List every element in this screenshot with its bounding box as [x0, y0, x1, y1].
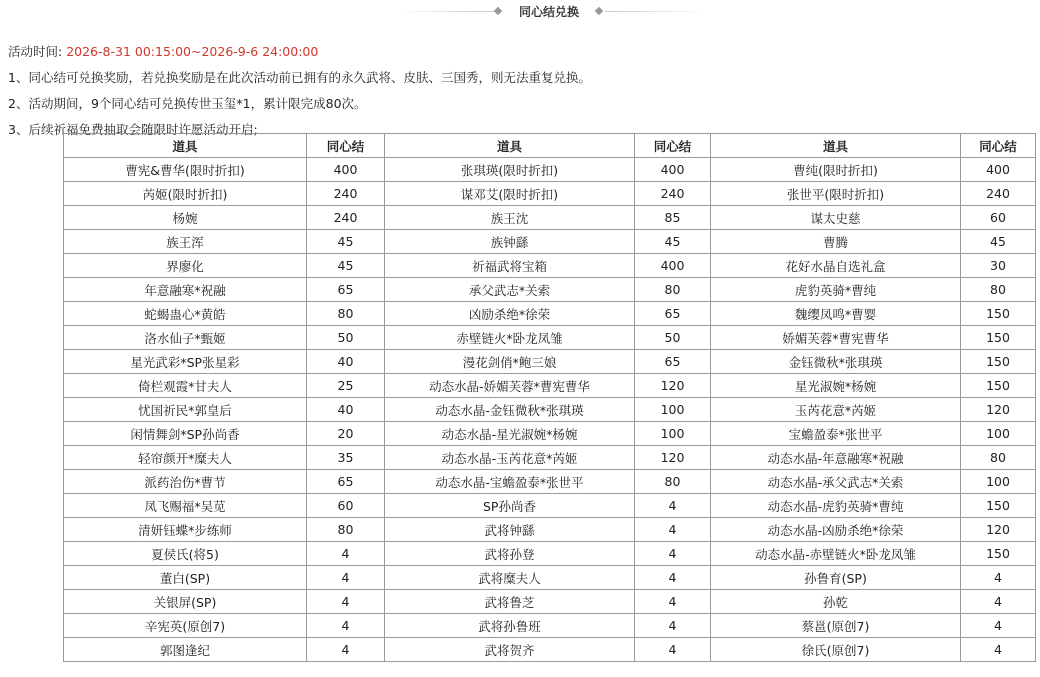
item-name-cell: 祈福武将宝箱: [385, 254, 635, 278]
item-cost-cell: 4: [635, 518, 711, 542]
item-cost-cell: 100: [635, 398, 711, 422]
item-cost-cell: 4: [961, 614, 1036, 638]
event-time: [8, 42, 1028, 68]
item-cost-cell: 80: [635, 278, 711, 302]
item-cost-cell: 100: [961, 422, 1036, 446]
item-name-cell: 年意融寒*祝融: [64, 278, 307, 302]
item-name-cell: 关银屏(SP): [64, 590, 307, 614]
item-cost-cell: 4: [307, 590, 385, 614]
item-name-cell: 武将孙登: [385, 542, 635, 566]
item-cost-cell: 150: [961, 494, 1036, 518]
item-cost-cell: 4: [307, 614, 385, 638]
item-name-cell: 星光武彩*SP张星彩: [64, 350, 307, 374]
item-cost-cell: 25: [307, 374, 385, 398]
table-row: [64, 350, 1036, 374]
item-name-cell: 动态水晶-娇媚芙蓉*曹宪曹华: [385, 374, 635, 398]
item-name-cell: 金钰微秋*张琪瑛: [711, 350, 961, 374]
item-name-cell: 动态水晶-金钰微秋*张琪瑛: [385, 398, 635, 422]
item-cost-cell: 40: [307, 350, 385, 374]
item-name-cell: 动态水晶-凶励杀绝*徐荣: [711, 518, 961, 542]
diamond-icon: [595, 7, 603, 15]
table-row: [64, 590, 1036, 614]
item-name-cell: 谋邓艾(限时折扣): [385, 182, 635, 206]
item-name-cell: 星光淑婉*杨婉: [711, 374, 961, 398]
item-cost-cell: 45: [307, 230, 385, 254]
item-name-cell: 魏缨凤鸣*曹婴: [711, 302, 961, 326]
item-cost-cell: 4: [961, 590, 1036, 614]
item-cost-cell: 65: [307, 470, 385, 494]
item-cost-cell: 120: [635, 446, 711, 470]
table-row: [64, 302, 1036, 326]
item-cost-cell: 80: [635, 470, 711, 494]
item-cost-cell: 400: [961, 158, 1036, 182]
item-cost-cell: 4: [635, 614, 711, 638]
item-name-cell: SP孙尚香: [385, 494, 635, 518]
item-name-cell: 曹腾: [711, 230, 961, 254]
rule-line: 3、后续祈福免费抽取会随限时许愿活动开启;: [8, 122, 258, 137]
item-cost-cell: 60: [961, 206, 1036, 230]
table-body: [64, 158, 1036, 662]
item-name-cell: 曹宪&曹华(限时折扣): [64, 158, 307, 182]
item-name-cell: 芮姬(限时折扣): [64, 182, 307, 206]
item-cost-cell: 4: [635, 566, 711, 590]
table-row: [64, 278, 1036, 302]
item-name-cell: 动态水晶-承父武志*关索: [711, 470, 961, 494]
item-cost-cell: 85: [635, 206, 711, 230]
event-time-value: 2026-8-31 00:15:00~2026-9-6 24:00:00: [66, 44, 319, 59]
item-name-cell: 徐氏(原创7): [711, 638, 961, 662]
item-name-cell: 虎豹英骑*曹纯: [711, 278, 961, 302]
item-name-cell: 忧国祈民*郭皇后: [64, 398, 307, 422]
item-name-cell: 动态水晶-赤壁链火*卧龙凤雏: [711, 542, 961, 566]
item-name-cell: 武将钟繇: [385, 518, 635, 542]
column-header-cost: 同心结: [635, 134, 711, 158]
item-cost-cell: 150: [961, 374, 1036, 398]
table-header-row: [64, 134, 1036, 158]
item-cost-cell: 4: [307, 566, 385, 590]
item-name-cell: 动态水晶-玉芮花意*芮姬: [385, 446, 635, 470]
item-name-cell: 赤壁链火*卧龙凤雏: [385, 326, 635, 350]
header-divider-right: [605, 11, 705, 12]
item-cost-cell: 45: [307, 254, 385, 278]
item-cost-cell: 4: [961, 638, 1036, 662]
item-name-cell: 动态水晶-虎豹英骑*曹纯: [711, 494, 961, 518]
item-name-cell: 轻帘颜开*糜夫人: [64, 446, 307, 470]
column-header-item: 道具: [64, 134, 307, 158]
item-name-cell: 玉芮花意*芮姬: [711, 398, 961, 422]
item-cost-cell: 60: [307, 494, 385, 518]
item-name-cell: 郭图逢纪: [64, 638, 307, 662]
item-name-cell: 曹纯(限时折扣): [711, 158, 961, 182]
item-name-cell: 凶励杀绝*徐荣: [385, 302, 635, 326]
item-name-cell: 派药治伤*曹节: [64, 470, 307, 494]
item-cost-cell: 65: [307, 278, 385, 302]
item-cost-cell: 65: [635, 350, 711, 374]
item-name-cell: 杨婉: [64, 206, 307, 230]
column-header-cost: 同心结: [307, 134, 385, 158]
table-row: [64, 518, 1036, 542]
item-name-cell: 谋太史慈: [711, 206, 961, 230]
table-row: [64, 422, 1036, 446]
table-row: [64, 494, 1036, 518]
item-name-cell: 闲情舞剑*SP孙尚香: [64, 422, 307, 446]
header-divider-left: [395, 11, 495, 12]
table-row: [64, 542, 1036, 566]
rule-line: 1、同心结可兑换奖励，若兑换奖励是在此次活动前已拥有的永久武将、皮肤、三国秀，则无法重复兑换。: [8, 70, 591, 85]
page-title: 同心结兑换: [518, 5, 579, 19]
item-name-cell: 族王沈: [385, 206, 635, 230]
event-info: [8, 42, 1028, 146]
item-cost-cell: 4: [635, 590, 711, 614]
item-cost-cell: 65: [635, 302, 711, 326]
item-cost-cell: 240: [961, 182, 1036, 206]
table-row: [64, 254, 1036, 278]
item-name-cell: 界廖化: [64, 254, 307, 278]
table-row: [64, 470, 1036, 494]
item-cost-cell: 4: [307, 542, 385, 566]
item-cost-cell: 30: [961, 254, 1036, 278]
item-name-cell: 孙乾: [711, 590, 961, 614]
item-cost-cell: 80: [307, 302, 385, 326]
item-name-cell: 漫花剑俏*鲍三娘: [385, 350, 635, 374]
item-cost-cell: 50: [635, 326, 711, 350]
item-name-cell: 花好水晶自选礼盒: [711, 254, 961, 278]
item-name-cell: 族王浑: [64, 230, 307, 254]
item-cost-cell: 240: [635, 182, 711, 206]
table-row: [64, 326, 1036, 350]
item-cost-cell: 400: [635, 254, 711, 278]
table-row: [64, 230, 1036, 254]
table-row: [64, 614, 1036, 638]
item-cost-cell: 4: [635, 638, 711, 662]
item-name-cell: 蔡邕(原创7): [711, 614, 961, 638]
item-cost-cell: 120: [961, 518, 1036, 542]
item-cost-cell: 400: [635, 158, 711, 182]
column-header-item: 道具: [385, 134, 635, 158]
item-name-cell: 族钟繇: [385, 230, 635, 254]
exchange-table: [63, 133, 1036, 662]
item-cost-cell: 120: [961, 398, 1036, 422]
item-cost-cell: 4: [307, 638, 385, 662]
item-name-cell: 蛇蝎蛊心*黄皓: [64, 302, 307, 326]
item-cost-cell: 50: [307, 326, 385, 350]
item-name-cell: 洛水仙子*甄姬: [64, 326, 307, 350]
item-name-cell: 董白(SP): [64, 566, 307, 590]
item-cost-cell: 4: [635, 542, 711, 566]
item-name-cell: 娇媚芙蓉*曹宪曹华: [711, 326, 961, 350]
item-cost-cell: 20: [307, 422, 385, 446]
item-cost-cell: 80: [307, 518, 385, 542]
item-cost-cell: 240: [307, 206, 385, 230]
item-cost-cell: 400: [307, 158, 385, 182]
table-row: [64, 446, 1036, 470]
table-row: [64, 182, 1036, 206]
item-cost-cell: 4: [635, 494, 711, 518]
item-cost-cell: 150: [961, 302, 1036, 326]
item-name-cell: 宝蟾盈泰*张世平: [711, 422, 961, 446]
item-name-cell: 夏侯氏(将5): [64, 542, 307, 566]
table-row: [64, 374, 1036, 398]
item-name-cell: 武将糜夫人: [385, 566, 635, 590]
item-cost-cell: 240: [307, 182, 385, 206]
item-name-cell: 武将贺齐: [385, 638, 635, 662]
item-cost-cell: 45: [635, 230, 711, 254]
table-row: [64, 398, 1036, 422]
item-name-cell: 辛宪英(原创7): [64, 614, 307, 638]
item-cost-cell: 35: [307, 446, 385, 470]
item-name-cell: 武将孙鲁班: [385, 614, 635, 638]
item-name-cell: 凤飞赐福*吴苋: [64, 494, 307, 518]
event-time-label: 活动时间:: [8, 44, 63, 59]
item-name-cell: 动态水晶-星光淑婉*杨婉: [385, 422, 635, 446]
table-row: [64, 566, 1036, 590]
section-header: [0, 0, 1040, 24]
item-cost-cell: 100: [635, 422, 711, 446]
item-name-cell: 武将鲁芝: [385, 590, 635, 614]
table-row: [64, 638, 1036, 662]
item-cost-cell: 80: [961, 446, 1036, 470]
item-name-cell: 动态水晶-宝蟾盈泰*张世平: [385, 470, 635, 494]
item-cost-cell: 150: [961, 326, 1036, 350]
item-cost-cell: 80: [961, 278, 1036, 302]
table-row: [64, 158, 1036, 182]
item-cost-cell: 45: [961, 230, 1036, 254]
item-name-cell: 动态水晶-年意融寒*祝融: [711, 446, 961, 470]
item-name-cell: 倚栏观霞*甘夫人: [64, 374, 307, 398]
item-cost-cell: 150: [961, 350, 1036, 374]
column-header-cost: 同心结: [961, 134, 1036, 158]
diamond-icon: [494, 7, 502, 15]
item-cost-cell: 4: [961, 566, 1036, 590]
item-name-cell: 张琪瑛(限时折扣): [385, 158, 635, 182]
table-row: [64, 206, 1036, 230]
item-name-cell: 承父武志*关索: [385, 278, 635, 302]
item-name-cell: 清妍钰蝶*步练师: [64, 518, 307, 542]
item-name-cell: 张世平(限时折扣): [711, 182, 961, 206]
rule-line: 2、活动期间，9个同心结可兑换传世玉玺*1，累计限完成80次。: [8, 96, 367, 111]
item-name-cell: 孙鲁育(SP): [711, 566, 961, 590]
column-header-item: 道具: [711, 134, 961, 158]
item-cost-cell: 120: [635, 374, 711, 398]
item-cost-cell: 150: [961, 542, 1036, 566]
item-cost-cell: 40: [307, 398, 385, 422]
item-cost-cell: 100: [961, 470, 1036, 494]
